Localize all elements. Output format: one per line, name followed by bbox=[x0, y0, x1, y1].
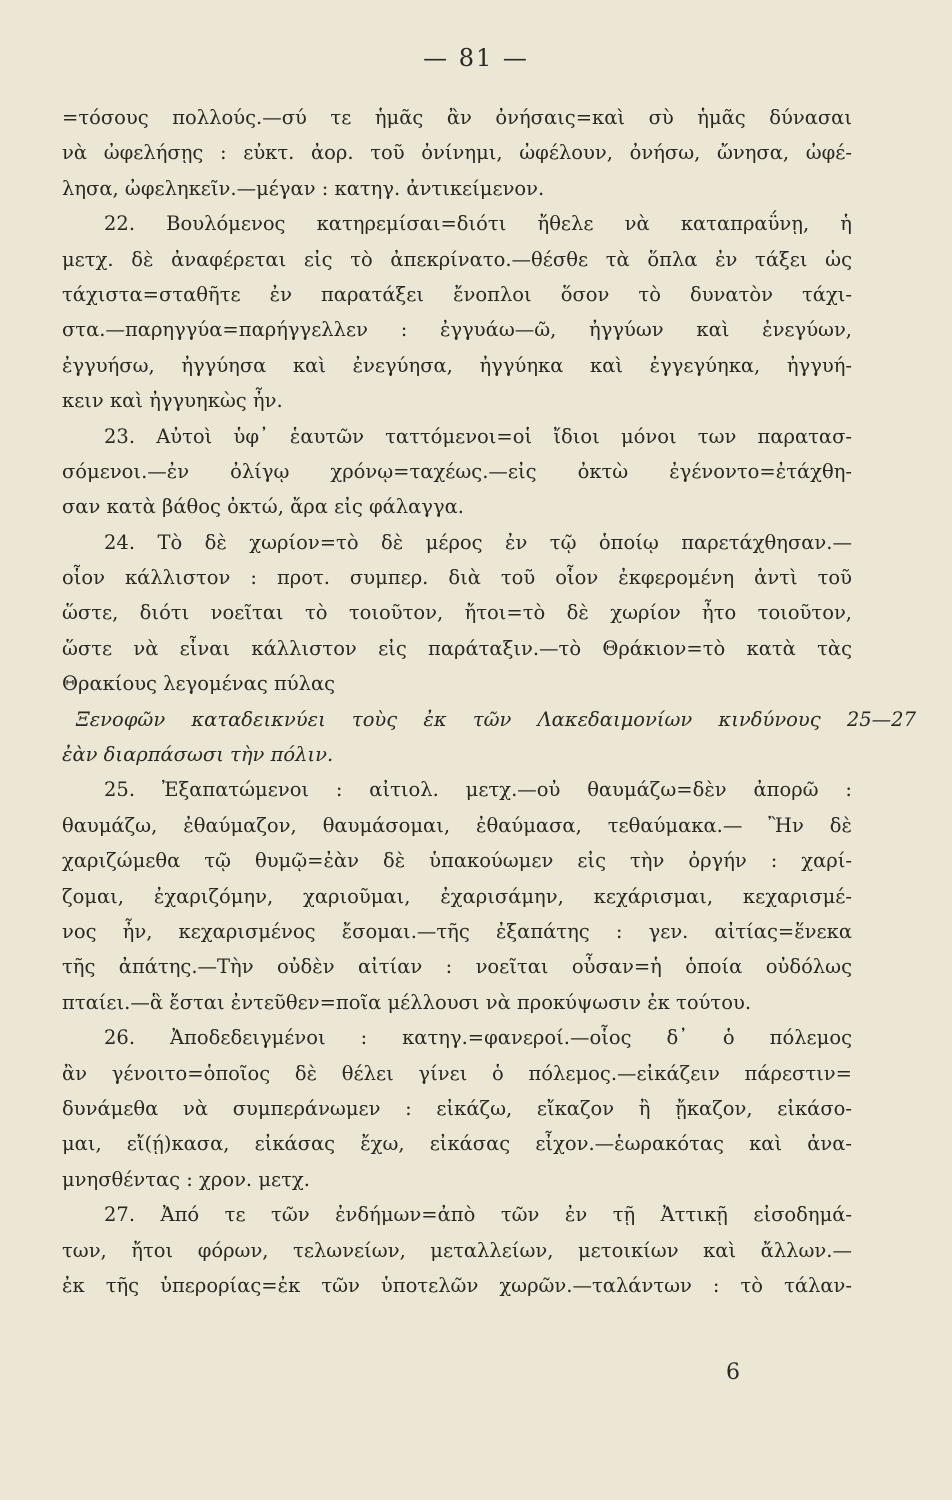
section-heading: Ξενοφῶν καταδεικνύει τοὺς ἐκ τῶν Λακεδαιμονίων κινδύνους 25—27 bbox=[76, 707, 916, 731]
paragraph-25-start: 25. Ἐξαπατώμενοι : αἰτιολ. μετχ.—οὐ θαυμάζω=δὲν ἀπορῶ : bbox=[104, 778, 852, 802]
text-line: ἐκ τῆς ὑπερορίας=ἐκ τῶν ὑποτελῶν χωρῶν.—ταλάντων : τὸ τάλαν- bbox=[62, 1273, 852, 1297]
text-line: τάχιστα=σταθῆτε ἐν παρατάξει ἔνοπλοι ὅσον τὸ δυνατὸν τάχι- bbox=[62, 282, 852, 306]
text-line: μετχ. δὲ ἀναφέρεται εἰς τὸ ἀπεκρίνατο.—θέσθε τὰ ὅπλα ἐν τάξει ὡς bbox=[62, 247, 852, 271]
text-line: ζομαι, ἐχαριζόμην, χαριοῦμαι, ἐχαρισάμην, κεχάρισμαι, κεχαρισμέ- bbox=[62, 884, 852, 908]
paragraph-26-start: 26. Ἀποδεδειγμένοι : κατηγ.=φανεροί.—οἷος δ᾽ ὁ πόλεμος bbox=[104, 1026, 852, 1050]
text-line: μνησθέντας : χρον. μετχ. bbox=[62, 1167, 310, 1191]
text-line: κειν καὶ ἠγγυηκὼς ἦν. bbox=[62, 389, 283, 413]
text-line: πταίει.—ἃ ἔσται ἐντεῦθεν=ποῖα μέλλουσι νὰ προκύψωσιν ἐκ τούτου. bbox=[62, 990, 752, 1014]
text-line: νὰ ὠφελήσῃς : εὐκτ. ἀορ. τοῦ ὀνίνημι, ὠφέλουν, ὀνήσω, ὤνησα, ὠφέ- bbox=[62, 141, 852, 165]
text-line: οἷον κάλλιστον : προτ. συμπερ. διὰ τοῦ οἷον ἐκφερομένη ἀντὶ τοῦ bbox=[62, 566, 852, 590]
text-line: ἂν γένοιτο=ὁποῖος δὲ θέλει γίνει ὁ πόλεμος.—εἰκάζειν πάρεστιν= bbox=[62, 1061, 852, 1085]
text-line: =τόσους πολλούς.—σύ τε ἡμᾶς ἂν ὀνήσαις=καὶ σὺ ἡμᾶς δύνασαι bbox=[62, 106, 852, 129]
text-line: ὥστε, διότι νοεῖται τὸ τοιοῦτον, ἤτοι=τὸ δὲ χωρίον ἦτο τοιοῦτον, bbox=[62, 601, 852, 625]
paragraph-27-start: 27. Ἀπό τε τῶν ἐνδήμων=ἀπὸ τῶν ἐν τῇ Ἀττικῇ εἰσοδημά- bbox=[104, 1203, 852, 1227]
text-line: τῆς ἀπάτης.—Τὴν οὐδὲν αἰτίαν : νοεῖται οὖσαν=ἡ ὁποία οὐδόλως bbox=[62, 955, 852, 979]
text-line: λησα, ὠφεληκεῖν.—μέγαν : κατηγ. ἀντικείμενον. bbox=[62, 176, 545, 200]
text-line: σαν κατὰ βάθος ὀκτώ, ἄρα εἰς φάλαγγα. bbox=[62, 495, 464, 519]
text-line: μαι, εἴ(ῄ)κασα, εἰκάσας ἔχω, εἰκάσας εἶχον.—ἑωρακότας καὶ ἀνα- bbox=[62, 1132, 852, 1156]
text-line: ἐγγυήσω, ἠγγύησα καὶ ἐνεγύησα, ἠγγύηκα καὶ ἐγγεγύηκα, ἠγγυή- bbox=[62, 353, 852, 377]
paragraph-23-start: 23. Αὐτοὶ ὑφ᾽ ἑαυτῶν ταττόμενοι=οἱ ἴδιοι μόνοι των παρατασ- bbox=[104, 424, 852, 448]
paragraph-22-start: 22. Βουλόμενος κατηρεμίσαι=διότι ἤθελε νὰ καταπραΰνῃ, ἡ bbox=[104, 212, 852, 236]
text-line: νος ἦν, κεχαρισμένος ἔσομαι.—τῆς ἐξαπάτης : γεν. αἰτίας=ἕνεκα bbox=[62, 919, 852, 943]
body-text bbox=[62, 100, 916, 1303]
page-number: — 81 — bbox=[423, 44, 529, 72]
text-line: των, ἤτοι φόρων, τελωνείων, μεταλλείων, μετοικίων καὶ ἄλλων.— bbox=[62, 1238, 852, 1262]
text-line: θαυμάζω, ἐθαύμαζον, θαυμάσομαι, ἐθαύμασα, τεθαύμακα.— Ἢν δὲ bbox=[62, 813, 852, 837]
text-line: στα.—παρηγγύα=παρήγγελλεν : ἐγγυάω—ῶ, ἠγγύων καὶ ἐνεγύων, bbox=[62, 318, 852, 342]
text-line: σόμενοι.—ἐν ὀλίγῳ χρόνῳ=ταχέως.—εἰς ὀκτὼ ἐγένοντο=ἐτάχθη- bbox=[62, 459, 852, 483]
text-line: χαριζώμεθα τῷ θυμῷ=ἐὰν δὲ ὑπακούωμεν εἰς τὴν ὀργήν : χαρί- bbox=[62, 849, 852, 873]
section-heading-continued: ἐὰν διαρπάσωσι τὴν πόλιν. bbox=[62, 743, 334, 767]
text-line: ὥστε νὰ εἶναι κάλλιστον εἰς παράταξιν.—τὸ Θράκιον=τὸ κατὰ τὰς bbox=[62, 636, 852, 660]
text-line: δυνάμεθα νὰ συμπεράνωμεν : εἰκάζω, εἴκαζον ἢ ᾔκαζον, εἰκάσο- bbox=[62, 1096, 852, 1120]
signature-mark: 6 bbox=[726, 1360, 740, 1385]
text-line: Θρακίους λεγομένας πύλας bbox=[62, 672, 336, 696]
paragraph-24-start: 24. Τὸ δὲ χωρίον=τὸ δὲ μέρος ἐν τῷ ὁποίῳ παρετάχθησαν.— bbox=[104, 530, 852, 554]
